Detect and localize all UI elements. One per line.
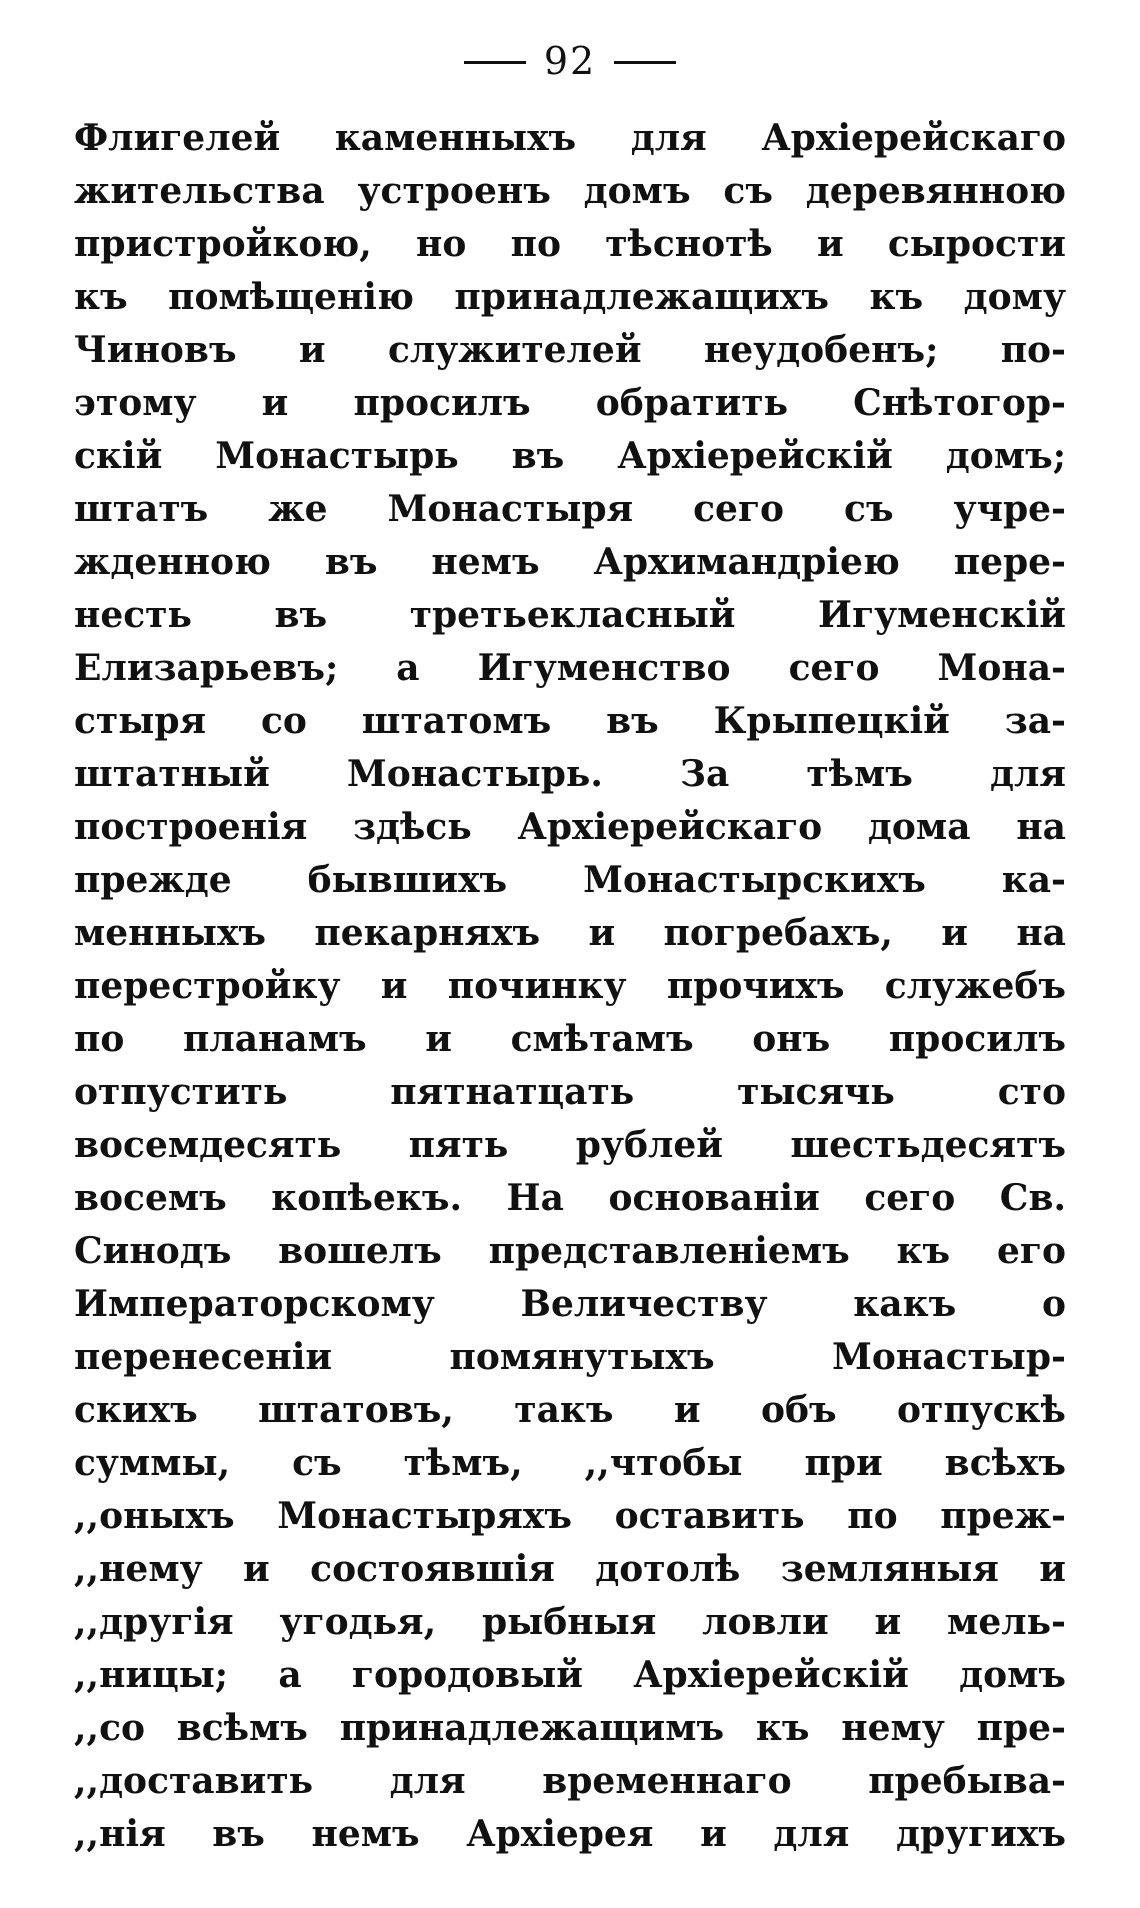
text-line: этому и просилъ обратить Снѣтогор- <box>74 382 1066 424</box>
text-line: ,,ницы; а городовый Архіерейскій домъ <box>74 1654 1066 1696</box>
text-line: стыря со штатомъ въ Крыпецкій за- <box>74 700 1066 742</box>
text-line: къ помѣщенію принадлежащихъ къ дому <box>74 276 1066 318</box>
page-number: 92 <box>543 39 597 83</box>
text-line: ,,нему и состоявшія дотолѣ земляныя и <box>74 1548 1066 1590</box>
text-line: Чиновъ и служителей неудобенъ; по- <box>74 329 1066 371</box>
text-line: менныхъ пекарняхъ и погребахъ, и на <box>74 912 1066 954</box>
text-line: ,,со всѣмъ принадлежащимъ къ нему пре- <box>74 1707 1066 1749</box>
text-line: ,,другія угодья, рыбныя ловли и мель- <box>74 1601 1066 1643</box>
text-line: по планамъ и смѣтамъ онъ просилъ <box>74 1018 1066 1060</box>
text-line: суммы, съ тѣмъ, ,,чтобы при всѣхъ <box>74 1442 1066 1484</box>
text-line: Флигелей каменныхъ для Архіерейскаго <box>74 117 1066 159</box>
text-line: Императорскому Величеству какъ о <box>74 1283 1066 1325</box>
header-dash-left <box>464 61 526 64</box>
text-line: Синодъ вошелъ представленіемъ къ его <box>74 1230 1066 1272</box>
text-line: отпустить пятнатцать тысячь сто <box>74 1071 1066 1113</box>
text-line: штатъ же Монастыря сего съ учре- <box>74 488 1066 530</box>
text-line: Елизарьевъ; а Игуменство сего Мона- <box>74 647 1066 689</box>
page-body-text <box>74 112 1066 1861</box>
page-header <box>0 39 1140 83</box>
text-line: ,,оныхъ Монастыряхъ оставить по преж- <box>74 1495 1066 1537</box>
text-line: восемдесять пять рублей шестьдесятъ <box>74 1124 1066 1166</box>
text-line: несть въ третьекласный Игуменскій <box>74 594 1066 636</box>
text-line: жденною въ немъ Архимандріею пере- <box>74 541 1066 583</box>
text-line: штатный Монастырь. За тѣмъ для <box>74 753 1066 795</box>
text-line: построенія здѣсь Архіерейскаго дома на <box>74 806 1066 848</box>
text-line: скій Монастырь въ Архіерейскій домъ; <box>74 435 1066 477</box>
text-line: перенесеніи помянутыхъ Монастыр- <box>74 1336 1066 1378</box>
text-line: ,,доставить для временнаго пребыва- <box>74 1760 1066 1802</box>
text-line: перестройку и починку прочихъ служебъ <box>74 965 1066 1007</box>
header-dash-right <box>614 61 676 64</box>
text-line: скихъ штатовъ, такъ и объ отпускѣ <box>74 1389 1066 1431</box>
text-line: прежде бывшихъ Монастырскихъ ка- <box>74 859 1066 901</box>
text-line: жительства устроенъ домъ съ деревянною <box>74 170 1066 212</box>
text-line: ,,нія въ немъ Архіерея и для другихъ <box>74 1813 1066 1855</box>
text-line: восемъ копѣекъ. На основаніи сего Св. <box>74 1177 1066 1219</box>
text-line: пристройкою, но по тѣснотѣ и сырости <box>74 223 1066 265</box>
